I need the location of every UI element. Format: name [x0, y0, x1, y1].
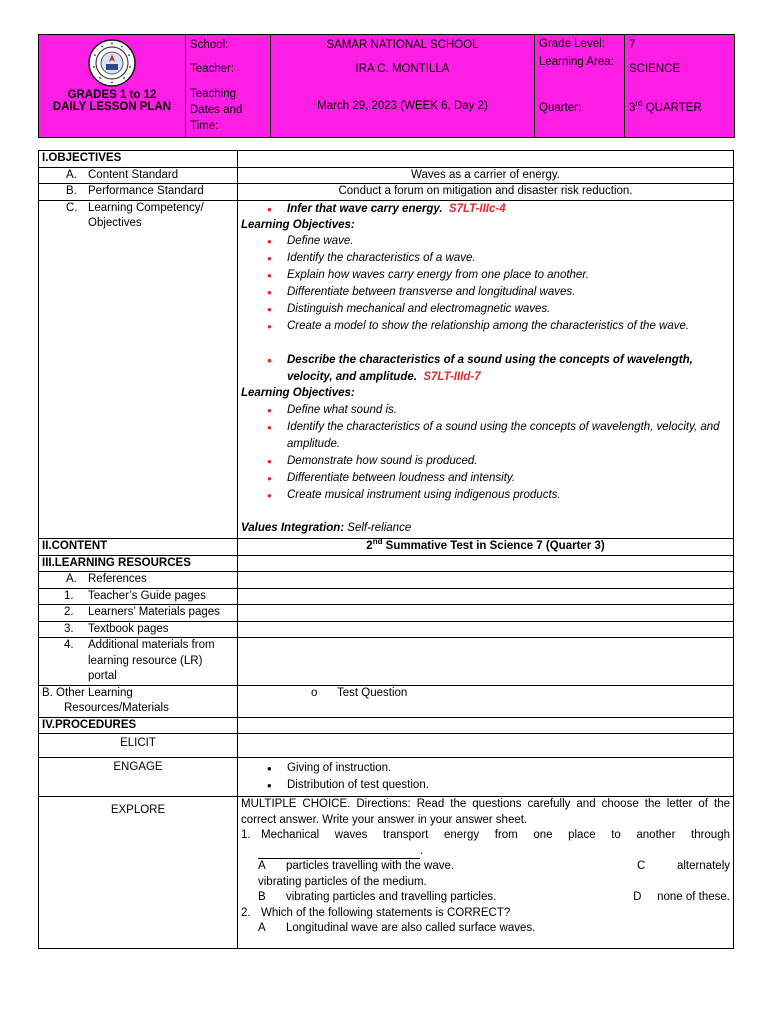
performance-standard-label: Performance Standard [88, 185, 204, 197]
lesson-plan-header [38, 34, 735, 138]
references-key: A. [66, 573, 77, 585]
explore-content [238, 797, 734, 949]
other-resources-value: o Test Question [311, 686, 408, 699]
resource-item-label: Learners’ Materials pages [88, 606, 220, 618]
explore-label: EXPLORE [39, 797, 238, 949]
competency-1-list [265, 201, 730, 218]
engage-item: • Giving of instruction. [265, 760, 730, 777]
learning-objective-item: • Identify the characteristics of a wave. [265, 250, 730, 267]
performance-standard-value: Conduct a forum on mitigation and disaster risk reduction. [238, 184, 734, 201]
content-standard-row [39, 167, 734, 184]
competency-label: Learning Competency/ Objectives [88, 201, 204, 229]
learning-objective-item: • Define wave. [265, 233, 730, 250]
performance-standard-row [39, 184, 734, 201]
plan-title-line2: DAILY LESSON PLAN [52, 101, 172, 113]
learning-objectives-heading-1: Learning Objectives: [241, 218, 355, 231]
header-values-middle [271, 35, 535, 138]
plan-title-line1: GRADES 1 to 12 [67, 89, 157, 101]
lesson-plan-table [38, 150, 734, 949]
dates-value: March 29, 2023 (WEEK 6, Day 2) [317, 100, 488, 112]
learning-objective-item: • Demonstrate how sound is produced. [265, 453, 730, 470]
competency-2: • Describe the characteristics of a sound using the concepts of wavelength, velocity, and amplitude. S7LT-IIId-7 [265, 352, 730, 386]
header-labels-left [186, 35, 271, 138]
teacher-value: IRA C. MONTILLA [355, 63, 450, 75]
procedures-heading-row [39, 717, 734, 734]
competency-1-code: S7LT-IIIc-4 [448, 202, 506, 215]
area-label: Learning Area: [539, 56, 614, 68]
competency-row [39, 200, 734, 539]
references-row [39, 572, 734, 589]
elicit-label: ELICIT [39, 734, 238, 758]
deped-seal-icon [88, 39, 136, 87]
elicit-row [39, 734, 734, 758]
engage-row [39, 758, 734, 797]
competency-1: • Infer that wave carry energy. S7LT-IIIc-4 [265, 201, 730, 218]
question-1: 1. Mechanical waves transport energy from one place to another through [241, 829, 730, 841]
header-values-right [625, 35, 735, 138]
learning-objective-item: • Define what sound is. [265, 402, 730, 419]
mc-directions: MULTIPLE CHOICE. Directions: Read the questions carefully and choose the letter of the correct answer. Write your answer in your answer sheet. [241, 798, 730, 826]
school-label: School: [190, 39, 229, 51]
question-1-blank: . [241, 844, 730, 860]
competency-2-list [265, 352, 730, 386]
header-labels-right [535, 35, 625, 138]
other-resources-label: B. Other Learning Resources/Materials [39, 685, 238, 717]
learning-objective-item: • Differentiate between transverse and longitudinal waves. [265, 284, 730, 301]
question-2: 2. Which of the following statements is CORRECT? [241, 906, 511, 919]
area-value: SCIENCE [629, 63, 681, 75]
objectives-heading: I.OBJECTIVES [39, 151, 238, 168]
competency-key: C. [66, 201, 78, 214]
question-1-option-c-cont: vibrating particles of the medium. [258, 875, 427, 888]
content-heading: II.CONTENT [39, 539, 238, 556]
school-value: SAMAR NATIONAL SCHOOL [326, 39, 479, 51]
performance-standard-key: B. [66, 185, 77, 197]
quarter-value: 3rd QUARTER [629, 99, 702, 114]
learning-objective-item: • Distinguish mechanical and electromagnetic waves. [265, 301, 730, 318]
explore-row [39, 797, 734, 949]
resources-heading-row [39, 555, 734, 572]
quarter-label: Quarter: [539, 102, 582, 114]
header-logo-cell [39, 35, 186, 138]
resource-item-row: 4. Additional materials from learning resource (LR) portal [39, 638, 734, 686]
resource-item-row: 3. Textbook pages [39, 621, 734, 638]
learning-objective-item: • Identify the characteristics of a sound using the concepts of wavelength, velocity, and amplitude. [265, 419, 730, 453]
resources-heading: III.LEARNING RESOURCES [39, 555, 238, 572]
content-standard-label: Content Standard [88, 168, 179, 181]
competency-content [238, 200, 734, 539]
learning-objective-item: • Differentiate between loudness and intensity. [265, 470, 730, 487]
grade-value: 7 [629, 39, 636, 51]
resource-item-row: 2. Learners’ Materials pages [39, 605, 734, 622]
resource-item-label: Teacher’s Guide pages [88, 589, 206, 602]
procedures-heading: IV.PROCEDURES [39, 717, 238, 734]
content-standard-key: A. [66, 168, 77, 181]
resource-item-label: Textbook pages [88, 622, 169, 635]
learning-objectives-list-1 [265, 233, 730, 335]
learning-objective-item: • Create a model to show the relationship among the characteristics of the wave. [265, 318, 730, 335]
learning-objectives-list-2 [265, 402, 730, 504]
values-integration: Values Integration: Self-reliance [241, 521, 412, 534]
competency-2-code: S7LT-IIId-7 [423, 371, 481, 383]
question-1-option-b-d: B vibrating particles and travelling particles. D none of these. [258, 891, 730, 903]
teacher-label: Teacher: [190, 63, 235, 75]
engage-list [265, 760, 730, 794]
references-label: References [88, 573, 147, 585]
question-1-option-a-c: A particles travelling with the wave. C alternately [258, 860, 730, 872]
content-value: 2nd Summative Test in Science 7 (Quarter 3) [238, 539, 734, 556]
other-resources-row [39, 685, 734, 717]
engage-label: ENGAGE [39, 758, 238, 797]
content-row [39, 539, 734, 556]
resource-item-label: Additional materials from learning resource (LR) portal [88, 639, 215, 682]
engage-item: • Distribution of test question. [265, 777, 730, 794]
learning-objective-item: • Explain how waves carry energy from one place to another. [265, 267, 730, 284]
learning-objective-item: • Create musical instrument using indigenous products. [265, 487, 730, 504]
question-2-option-a: A Longitudinal wave are also called surface waves. [258, 922, 536, 934]
dates-label: Teaching Dates and Time: [190, 88, 243, 132]
resource-item-row: 1. Teacher’s Guide pages [39, 588, 734, 605]
grade-label: Grade Level: [539, 38, 605, 50]
learning-objectives-heading-2: Learning Objectives: [241, 387, 355, 399]
objectives-heading-row [39, 151, 734, 168]
content-standard-value: Waves as a carrier of energy. [238, 167, 734, 184]
